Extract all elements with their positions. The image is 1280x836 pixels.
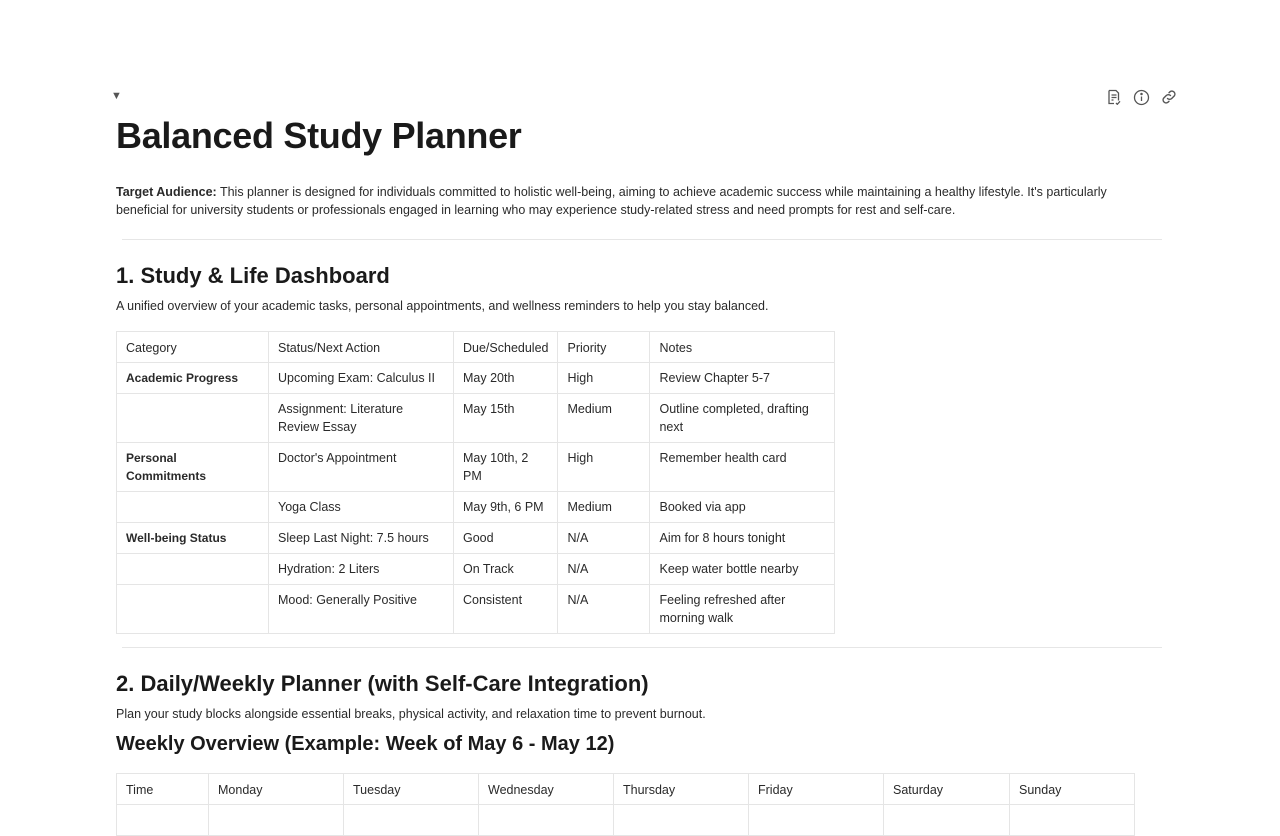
- divider: [122, 239, 1162, 240]
- column-header: Friday: [749, 774, 884, 805]
- link-icon[interactable]: [1160, 88, 1178, 106]
- table-row: [117, 363, 835, 394]
- table-cell: N/A: [558, 554, 650, 585]
- table-cell-category: [117, 492, 269, 523]
- table-cell: [1010, 805, 1135, 836]
- table-cell: Outline completed, drafting next: [650, 394, 835, 443]
- table-cell: Assignment: Literature Review Essay: [269, 394, 454, 443]
- table-cell: [884, 805, 1010, 836]
- table-cell: Upcoming Exam: Calculus II: [269, 363, 454, 394]
- table-row: [117, 554, 835, 585]
- table-header-row: [117, 774, 1135, 805]
- page-actions: [1104, 88, 1178, 106]
- table-cell: Mood: Generally Positive: [269, 585, 454, 634]
- table-cell: Medium: [558, 492, 650, 523]
- table-cell: [479, 805, 614, 836]
- table-cell: Good: [454, 523, 558, 554]
- table-cell-category: Academic Progress: [117, 363, 269, 394]
- table-row: [117, 443, 835, 492]
- column-header: Saturday: [884, 774, 1010, 805]
- table-cell: May 20th: [454, 363, 558, 394]
- weekly-overview-heading: Weekly Overview (Example: Week of May 6 - May 12): [116, 733, 615, 755]
- table-cell: [209, 805, 344, 836]
- info-icon[interactable]: [1132, 88, 1150, 106]
- table-cell: Medium: [558, 394, 650, 443]
- table-cell: Doctor's Appointment: [269, 443, 454, 492]
- column-header: Tuesday: [344, 774, 479, 805]
- intro-text: This planner is designed for individuals committed to holistic well-being, aiming to achieve academic success while maintaining a healthy lifestyle. It's particularly beneficial for university students or professionals engaged in learning who may experience study-related stress and need prompts for rest and self-care.: [116, 185, 1107, 217]
- table-cell: Feeling refreshed after morning walk: [650, 585, 835, 634]
- table-cell: Booked via app: [650, 492, 835, 523]
- table-cell: N/A: [558, 523, 650, 554]
- table-cell: Hydration: 2 Liters: [269, 554, 454, 585]
- intro-label: Target Audience:: [116, 185, 217, 199]
- column-header: Sunday: [1010, 774, 1135, 805]
- column-header: Monday: [209, 774, 344, 805]
- notes-icon[interactable]: [1104, 88, 1122, 106]
- table-cell-category: [117, 585, 269, 634]
- table-row: [117, 394, 835, 443]
- intro-paragraph: [116, 183, 1156, 219]
- page-title: Balanced Study Planner: [116, 115, 522, 156]
- section2-description: Plan your study blocks alongside essential breaks, physical activity, and relaxation time to prevent burnout.: [116, 707, 706, 721]
- table-cell: [344, 805, 479, 836]
- column-header: Priority: [558, 332, 650, 363]
- table-cell: Aim for 8 hours tonight: [650, 523, 835, 554]
- section1-description: A unified overview of your academic tasks, personal appointments, and wellness reminders to help you stay balanced.: [116, 299, 769, 313]
- column-header: Category: [117, 332, 269, 363]
- table-cell: Consistent: [454, 585, 558, 634]
- column-header: Status/Next Action: [269, 332, 454, 363]
- table-cell: May 10th, 2 PM: [454, 443, 558, 492]
- table-cell: N/A: [558, 585, 650, 634]
- table-cell-category: [117, 394, 269, 443]
- column-header: Notes: [650, 332, 835, 363]
- table-cell: On Track: [454, 554, 558, 585]
- table-cell: Review Chapter 5-7: [650, 363, 835, 394]
- weekly-table: [116, 773, 1135, 836]
- table-cell: [749, 805, 884, 836]
- table-row: [117, 585, 835, 634]
- table-cell: May 9th, 6 PM: [454, 492, 558, 523]
- table-cell-category: [117, 554, 269, 585]
- table-cell-category: Personal Commitments: [117, 443, 269, 492]
- table-cell: [614, 805, 749, 836]
- table-cell: [117, 805, 209, 836]
- dashboard-table: [116, 331, 835, 634]
- column-header: Time: [117, 774, 209, 805]
- table-cell: May 15th: [454, 394, 558, 443]
- section2-heading: 2. Daily/Weekly Planner (with Self-Care Integration): [116, 671, 649, 696]
- column-header: Due/Scheduled: [454, 332, 558, 363]
- table-cell: Remember health card: [650, 443, 835, 492]
- column-header: Thursday: [614, 774, 749, 805]
- collapse-toggle[interactable]: ▼: [111, 90, 122, 102]
- table-cell: High: [558, 443, 650, 492]
- table-row: [117, 492, 835, 523]
- table-cell: High: [558, 363, 650, 394]
- table-row: [117, 523, 835, 554]
- table-cell: Sleep Last Night: 7.5 hours: [269, 523, 454, 554]
- table-header-row: [117, 332, 835, 363]
- table-cell: Yoga Class: [269, 492, 454, 523]
- column-header: Wednesday: [479, 774, 614, 805]
- section1-heading: 1. Study & Life Dashboard: [116, 263, 390, 288]
- table-cell-category: Well-being Status: [117, 523, 269, 554]
- divider: [122, 647, 1162, 648]
- table-row: [117, 805, 1135, 836]
- table-cell: Keep water bottle nearby: [650, 554, 835, 585]
